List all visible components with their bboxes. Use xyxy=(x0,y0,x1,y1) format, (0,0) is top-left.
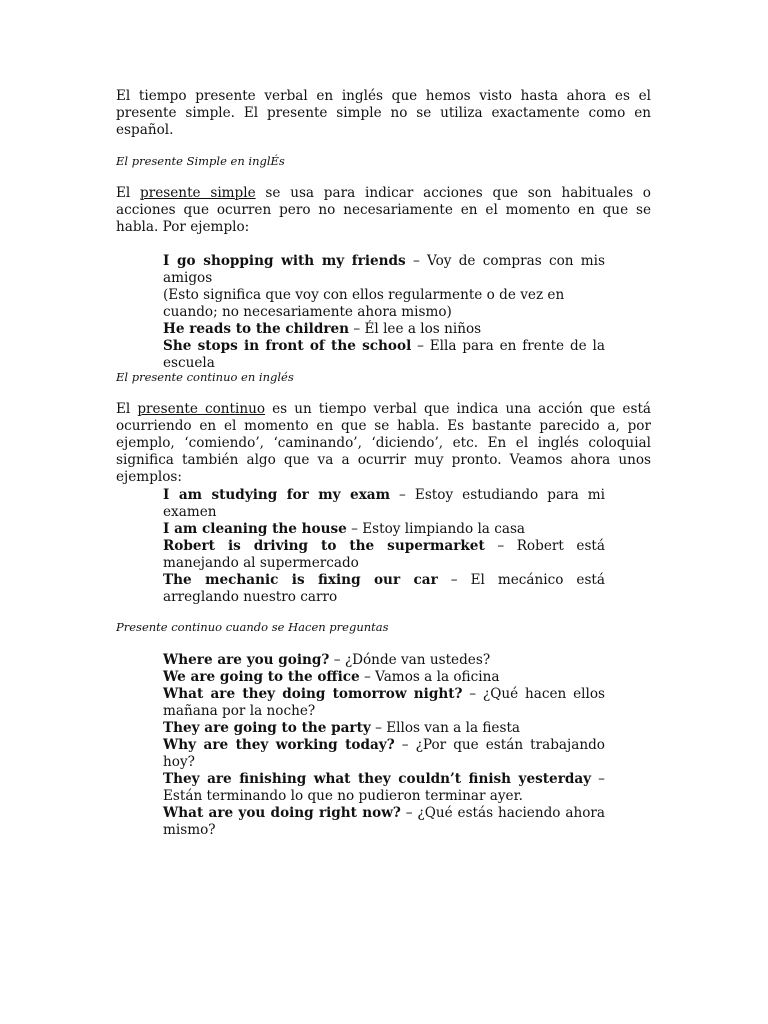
example-line xyxy=(163,521,605,538)
example-english: What are they doing tomorrow night? xyxy=(163,686,463,702)
example-line xyxy=(163,737,605,771)
examples-presente-continuo xyxy=(163,487,605,606)
example-line xyxy=(163,253,605,287)
example-spanish: – ¿Qué hacen ellos mañana por la noche? xyxy=(163,686,605,719)
example-spanish: – Ella para en frente de la escuela xyxy=(163,338,606,371)
para-lead: El xyxy=(116,185,141,201)
example-spanish: – ¿Por que están trabajando hoy? xyxy=(163,737,605,770)
example-english: He reads to the children xyxy=(163,321,350,337)
term-presente-continuo: presente continuo xyxy=(137,401,266,417)
examples-preguntas xyxy=(163,652,605,839)
example-line xyxy=(163,487,605,521)
example-line xyxy=(163,805,605,839)
example-spanish: – Estoy estudiando para mi examen xyxy=(163,487,605,520)
heading-preguntas: Presente continuo cuando se Hacen preguntas xyxy=(116,620,389,634)
example-english: Where are you going? xyxy=(163,652,330,668)
example-line xyxy=(163,720,605,737)
example-english: I go shopping with my friends xyxy=(163,253,406,269)
example-spanish: – Vamos a la oficina xyxy=(359,669,500,685)
example-spanish: – El mecánico está arreglando nuestro carro xyxy=(163,572,605,605)
term-presente-simple: presente simple xyxy=(140,185,256,201)
paragraph-presente-simple xyxy=(116,185,651,236)
para-rest: se usa para indicar acciones que son habituales o acciones que ocurren pero no necesariamente en el momento en que se habla. Por ejemplo: xyxy=(116,185,651,235)
example-spanish: – ¿Dónde van ustedes? xyxy=(329,652,491,668)
example-spanish: – Están terminando lo que no pudieron terminar ayer. xyxy=(163,771,605,804)
heading-presente-simple: El presente Simple en inglÉs xyxy=(116,154,285,168)
example-spanish: – Estoy limpiando la casa xyxy=(346,521,526,537)
example-english: They are finishing what they couldn’t finish yesterday xyxy=(163,771,592,787)
example-line xyxy=(163,652,605,669)
example-spanish: – Voy de compras con mis amigos xyxy=(163,253,605,286)
example-spanish: – Él lee a los niños xyxy=(349,321,482,337)
example-english: We are going to the office xyxy=(163,669,360,685)
example-line xyxy=(163,338,605,372)
example-spanish: – Robert está manejando al supermercado xyxy=(163,538,605,571)
example-english: They are going to the party xyxy=(163,720,371,736)
example-english: I am studying for my exam xyxy=(163,487,390,503)
heading-presente-continuo: El presente continuo en inglés xyxy=(116,370,294,384)
paragraph-presente-continuo xyxy=(116,401,651,486)
example-line xyxy=(163,321,605,338)
example-english: I am cleaning the house xyxy=(163,521,347,537)
intro-paragraph: El tiempo presente verbal en inglés que hemos visto hasta ahora es el presente simple. El presente simple no se utiliza exactamente como en español. xyxy=(116,88,651,138)
example-english: She stops in front of the school xyxy=(163,338,412,354)
example-spanish: (Esto significa que voy con ellos regularmente o de vez en cuando; no necesariamente ahora mismo) xyxy=(163,287,565,320)
example-spanish: – ¿Qué estás haciendo ahora mismo? xyxy=(163,805,605,838)
example-line xyxy=(163,771,605,805)
examples-presente-simple xyxy=(163,253,605,372)
example-english: Why are they working today? xyxy=(163,737,395,753)
example-english: The mechanic is fixing our car xyxy=(163,572,438,588)
example-line xyxy=(163,538,605,572)
example-line xyxy=(163,572,605,606)
example-english: What are you doing right now? xyxy=(163,805,401,821)
example-line xyxy=(163,669,605,686)
example-english: Robert is driving to the supermarket xyxy=(163,538,485,554)
para-lead: El xyxy=(116,401,138,417)
example-line xyxy=(163,686,605,720)
example-note xyxy=(163,287,605,321)
example-spanish: – Ellos van a la fiesta xyxy=(370,720,521,736)
para-rest: es un tiempo verbal que indica una acción que está ocurriendo en el momento en que se habla. Es bastante parecido a, por ejemplo, ‘comiendo’, ‘caminando’, ‘diciendo’, etc. En el inglés coloquial significa también algo que va a ocurrir muy pronto. Veamos ahora unos ejemplos: xyxy=(116,401,652,485)
